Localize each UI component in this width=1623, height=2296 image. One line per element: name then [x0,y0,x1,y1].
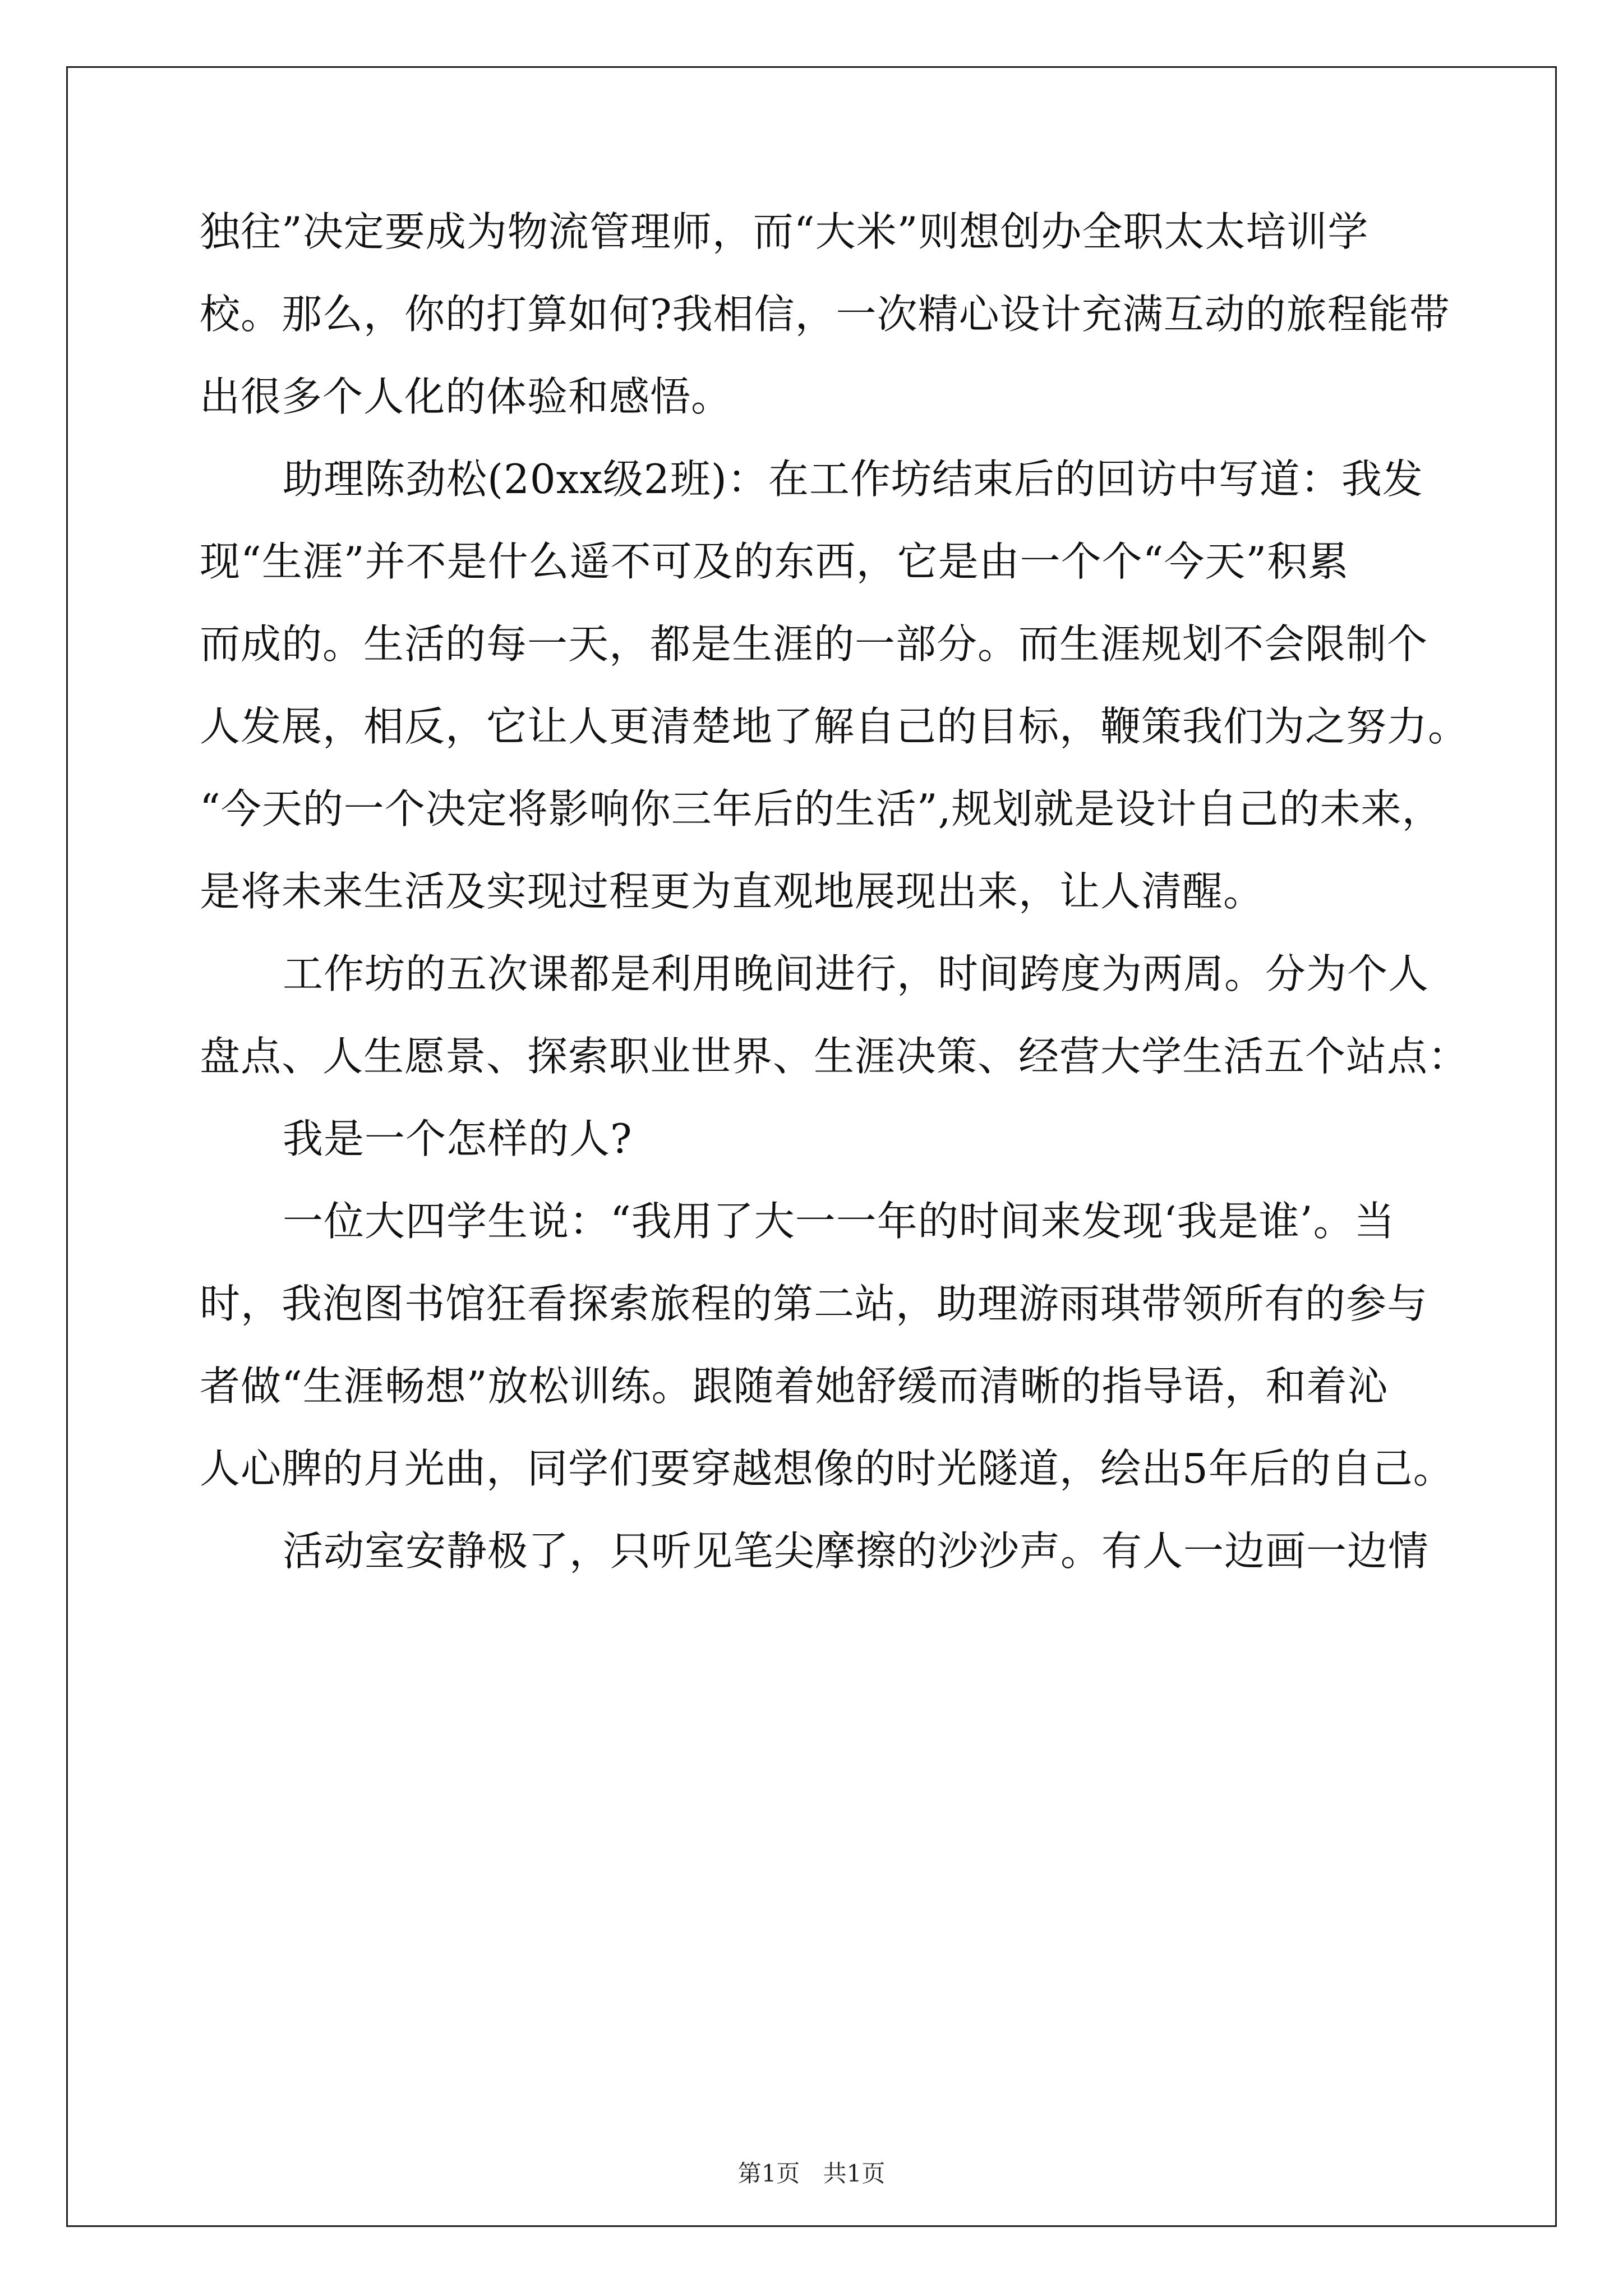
page-number: 第1页 [737,2160,800,2187]
text-line: 而成的。生活的每一天，都是生涯的一部分。而生涯规划不会限制个 [200,620,1428,668]
page-total: 共1页 [823,2160,886,2187]
text-line: 出很多个人化的体验和感悟。 [200,373,732,420]
text-line: 时，我泡图书馆狂看探索旅程的第二站，助理游雨琪带领所有的参与 [200,1280,1428,1327]
paragraph-start-line: 助理陈劲松(20xx级2班)：在工作坊结束后的回访中写道：我发 [283,455,1423,503]
paragraph-start-line: 工作坊的五次课都是利用晚间进行，时间跨度为两周。分为个人 [283,950,1430,997]
text-line: 是将未来生活及实现过程更为直观地展现出来，让人清醒。 [200,868,1265,915]
page-footer [0,2155,1623,2189]
text-line: 人心脾的月光曲，同学们要穿越想像的时光隧道，绘出5年后的自己。 [200,1445,1454,1492]
text-line: 独往”决定要成为物流管理师，而“大米”则想创办全职太太培训学 [200,208,1369,255]
text-line: 现“生涯”并不是什么遥不可及的东西，它是由一个个“今天”积累 [200,538,1349,585]
paragraph-start-line: 活动室安静极了，只听见笔尖摩擦的沙沙声。有人一边画一边情 [283,1527,1430,1575]
text-line: 者做“生涯畅想”放松训练。跟随着她舒缓而清晰的指导语，和着沁 [200,1363,1389,1410]
text-line: 盘点、人生愿景、探索职业世界、生涯决策、经营大学生活五个站点： [200,1033,1469,1080]
paragraph-start-line: 一位大四学生说：“我用了大一一年的时间来发现‘我是谁’。当 [283,1198,1395,1245]
document-body [200,191,1469,1593]
text-line: 校。那么，你的打算如何?我相信，一次精心设计充满互动的旅程能带 [200,291,1450,338]
text-line: 人发展，相反，它让人更清楚地了解自己的目标，鞭策我们为之努力。 [200,703,1469,750]
text-line: “今天的一个决定将影响你三年后的生活”,规划就是设计自己的未来， [200,785,1443,832]
paragraph-start-line: 我是一个怎样的人? [283,1115,633,1162]
